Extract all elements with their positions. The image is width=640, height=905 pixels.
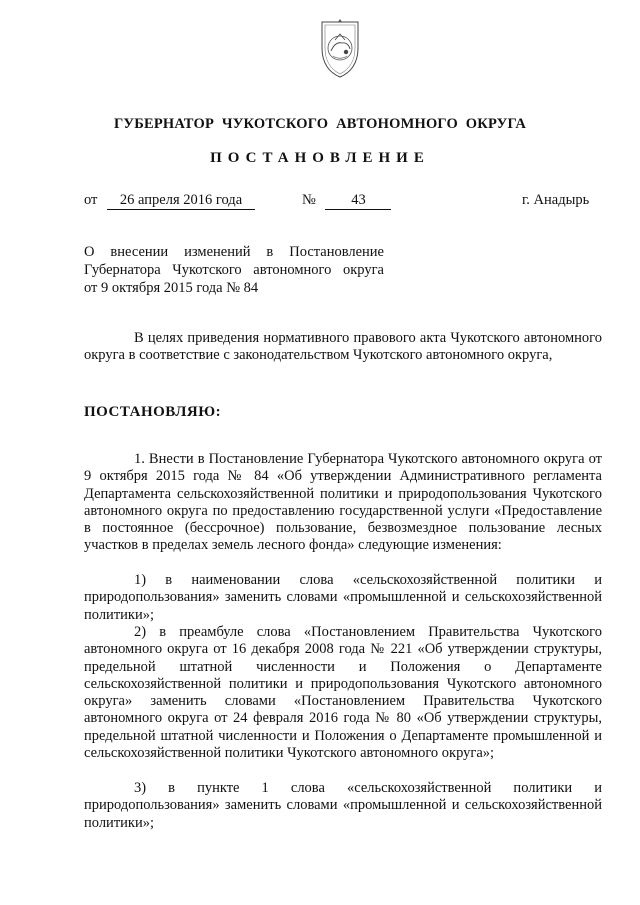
preamble-paragraph: В целях приведения нормативного правового акта Чукотского автономного округа в соответствие с законодательством Чукотского автономного округа,	[84, 330, 602, 364]
number-sign: №	[302, 192, 316, 208]
document-date: 26 апреля 2016 года	[107, 191, 255, 210]
document-number: 43	[325, 191, 391, 210]
subclause-2-paragraph: 2) в преамбуле слова «Постановлением Правительства Чукотского автономного округа от 16 декабря 2008 года № 221 «Об утверждении структуры, предельной штатной численности и Положения о Департаменте сельскохозяйственной политики и природопользования Чукотского автономного округа» заменить словами «Постановлением Правительства Чукотского автономного округа от 24 февраля 2016 года № 80 «Об утверждении структуры, предельной штатной численности и Положения о Департаменте промышленной и сельскохозяйственной политики Чукотского автономного округа»;	[84, 624, 602, 762]
coat-of-arms-emblem	[316, 18, 364, 80]
number-block	[302, 191, 391, 210]
issuing-authority: ГУБЕРНАТОР ЧУКОТСКОГО АВТОНОМНОГО ОКРУГА	[113, 116, 527, 132]
subject-line: Губернатора Чукотского автономного округа	[84, 262, 384, 278]
document-subject	[84, 243, 384, 297]
decree-heading: ПОСТАНОВЛЯЮ:	[84, 404, 222, 420]
subject-line: О внесении изменений в Постановление	[84, 244, 384, 260]
subject-line: от 9 октября 2015 года № 84	[84, 280, 259, 296]
subclause-1-paragraph: 1) в наименовании слова «сельскохозяйственной политики и природопользования» заменить словами «промышленной и сельскохозяйственной политики»;	[84, 572, 602, 623]
document-city: г. Анадырь	[522, 192, 590, 208]
clause-1-paragraph: 1. Внести в Постановление Губернатора Чукотского автономного округа от 9 октября 2015 года № 84 «Об утверждении Административного регламента Департамента сельскохозяйственной политики и природопользования Чукотского автономного округа по предоставлению государственной услуги «Предоставление в постоянное (бессрочное) пользование, безвозмездное пользование лесных участков в пределах земель лесного фонда» следующие изменения:	[84, 451, 602, 554]
subclause-3-paragraph: 3) в пункте 1 слова «сельскохозяйственной политики и природопользования» заменить словами «промышленной и сельскохозяйственной политики»;	[84, 780, 602, 831]
date-prefix: от	[84, 192, 98, 208]
document-type: ПОСТАНОВЛЕНИЕ	[210, 150, 430, 166]
date-block	[84, 191, 255, 210]
